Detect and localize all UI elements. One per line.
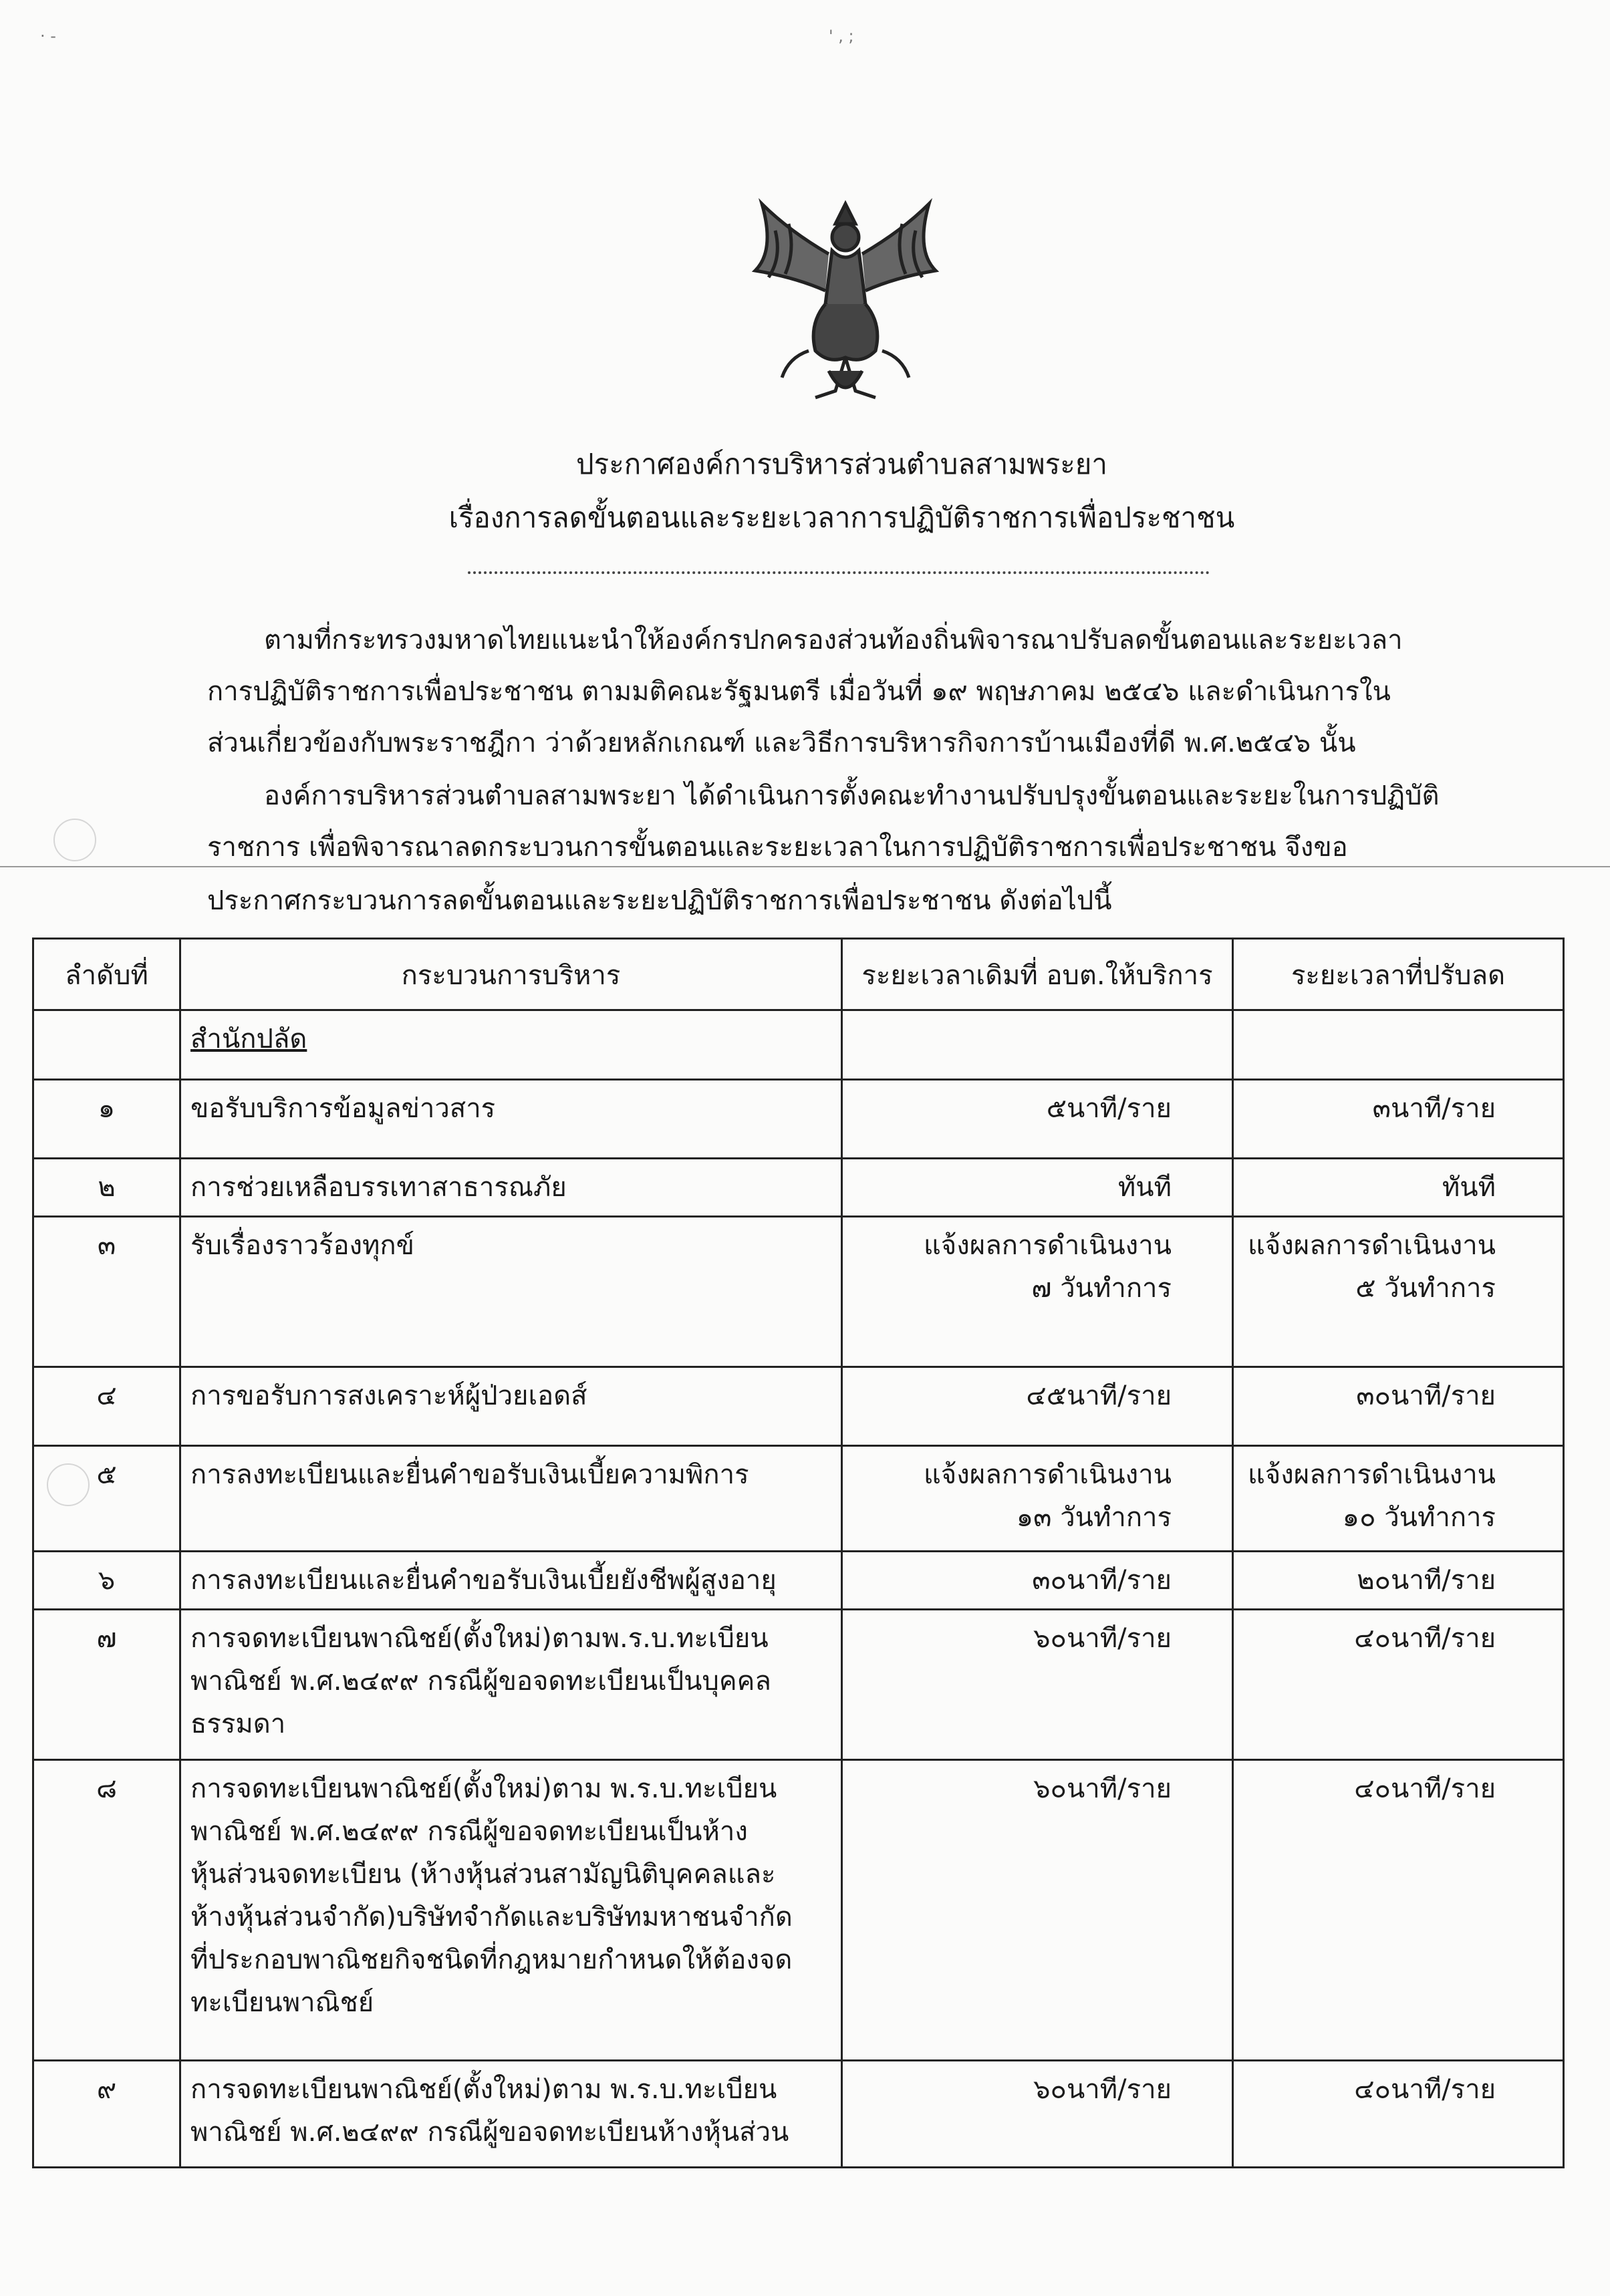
row-new-time: ๔๐นาที/ราย bbox=[1233, 1610, 1564, 1760]
table-row bbox=[33, 1610, 1564, 1760]
row-process: การขอรับการสงเคราะห์ผู้ป่วยเอดส์ bbox=[180, 1367, 842, 1446]
row-process: การช่วยเหลือบรรเทาสาธารณภัย bbox=[180, 1159, 842, 1217]
row-new-time: ๔๐นาที/ราย bbox=[1233, 1760, 1564, 2061]
row-old-time: แจ้งผลการดำเนินงาน ๗ วันทำการ bbox=[842, 1217, 1233, 1367]
row-old-time: ๔๕นาที/ราย bbox=[842, 1367, 1233, 1446]
row-new-time: แจ้งผลการดำเนินงาน ๕ วันทำการ bbox=[1233, 1217, 1564, 1367]
row-old-time: ๓๐นาที/ราย bbox=[842, 1552, 1233, 1610]
row-old-time: ๖๐นาที/ราย bbox=[842, 1760, 1233, 2061]
section-row bbox=[33, 1010, 1564, 1080]
row-number: ๗ bbox=[33, 1610, 180, 1760]
row-process: ขอรับบริการข้อมูลข่าวสาร bbox=[180, 1080, 842, 1159]
row-number: ๕ bbox=[33, 1446, 180, 1552]
paragraph-line: ราชการ เพื่อพิจารณาลดกระบวนการขั้นตอนและระยะเวลาในการปฏิบัติราชการเพื่อประชาชน จึงขอ bbox=[207, 832, 1348, 863]
row-old-time: แจ้งผลการดำเนินงาน ๑๓ วันทำการ bbox=[842, 1446, 1233, 1552]
scan-fold-line bbox=[0, 866, 1610, 867]
process-table bbox=[32, 938, 1565, 2168]
garuda-emblem bbox=[735, 190, 956, 411]
row-new-time: แจ้งผลการดำเนินงาน ๑๐ วันทำการ bbox=[1233, 1446, 1564, 1552]
row-process: รับเรื่องราวร้องทุกข์ bbox=[180, 1217, 842, 1367]
scan-spot bbox=[53, 819, 96, 861]
row-process: การจดทะเบียนพาณิชย์(ตั้งใหม่)ตามพ.ร.บ.ทะเบียน พาณิชย์ พ.ศ.๒๔๙๙ กรณีผู้ขอจดทะเบียนเป็นบุคคล ธรรมดา bbox=[180, 1610, 842, 1760]
row-number: ๑ bbox=[33, 1080, 180, 1159]
table-row bbox=[33, 2061, 1564, 2168]
row-process: การลงทะเบียนและยื่นคำขอรับเงินเบี้ยความพิการ bbox=[180, 1446, 842, 1552]
table-row bbox=[33, 1367, 1564, 1446]
table-row bbox=[33, 1760, 1564, 2061]
table-row bbox=[33, 1446, 1564, 1552]
section-title: สำนักปลัด bbox=[180, 1010, 842, 1080]
table-row bbox=[33, 1080, 1564, 1159]
row-process: การจดทะเบียนพาณิชย์(ตั้งใหม่)ตาม พ.ร.บ.ทะเบียน พาณิชย์ พ.ศ.๒๔๙๙ กรณีผู้ขอจดทะเบียนเป็นห้าง หุ้นส่วนจดทะเบียน (ห้างหุ้นส่วนสามัญนิติบุคคลและ ห้างหุ้นส่วนจำกัด)บริษัทจำกัดและบริษัทมหาชนจำกัด ที่ประกอบพาณิชยกิจชนิดที่กฎหมายกำหนดให้ต้องจด ทะเบียนพาณิชย์ bbox=[180, 1760, 842, 2061]
scan-speck: ' , ; bbox=[829, 27, 854, 45]
row-new-time: ๒๐นาที/ราย bbox=[1233, 1552, 1564, 1610]
col-header-new-time: ระยะเวลาที่ปรับลด bbox=[1233, 939, 1564, 1010]
row-new-time: ๓๐นาที/ราย bbox=[1233, 1367, 1564, 1446]
row-process: การลงทะเบียนและยื่นคำขอรับเงินเบี้ยยังชีพผู้สูงอายุ bbox=[180, 1552, 842, 1610]
paragraph-line: ส่วนเกี่ยวข้องกับพระราชฎีกา ว่าด้วยหลักเกณฑ์ และวิธีการบริหารกิจการบ้านเมืองที่ดี พ.ศ.๒๕๔๖ นั้น bbox=[207, 728, 1356, 758]
row-number: ๘ bbox=[33, 1760, 180, 2061]
row-number: ๔ bbox=[33, 1367, 180, 1446]
row-new-time: ๓นาที/ราย bbox=[1233, 1080, 1564, 1159]
row-old-time: ๖๐นาที/ราย bbox=[842, 2061, 1233, 2168]
row-process: การจดทะเบียนพาณิชย์(ตั้งใหม่)ตาม พ.ร.บ.ทะเบียน พาณิชย์ พ.ศ.๒๔๙๙ กรณีผู้ขอจดทะเบียนห้างหุ้นส่วน bbox=[180, 2061, 842, 2168]
paragraph-line: การปฏิบัติราชการเพื่อประชาชน ตามมติคณะรัฐมนตรี เมื่อวันที่ ๑๙ พฤษภาคม ๒๕๔๖ และดำเนินการใน bbox=[207, 676, 1391, 707]
table-row bbox=[33, 1552, 1564, 1610]
row-new-time: ๔๐นาที/ราย bbox=[1233, 2061, 1564, 2168]
row-old-time: ๕นาที/ราย bbox=[842, 1080, 1233, 1159]
col-header-no: ลำดับที่ bbox=[33, 939, 180, 1010]
col-header-process: กระบวนการบริหาร bbox=[180, 939, 842, 1010]
row-number: ๒ bbox=[33, 1159, 180, 1217]
row-number: ๙ bbox=[33, 2061, 180, 2168]
announcement-subject: เรื่องการลดขั้นตอนและระยะเวลาการปฏิบัติราชการเพื่อประชาชน bbox=[448, 501, 1235, 534]
row-old-time: ๖๐นาที/ราย bbox=[842, 1610, 1233, 1760]
row-number: ๓ bbox=[33, 1217, 180, 1367]
row-old-time: ทันที bbox=[842, 1159, 1233, 1217]
scan-speck: · - bbox=[40, 27, 56, 45]
announcement-title: ประกาศองค์การบริหารส่วนตำบลสามพระยา bbox=[576, 448, 1107, 480]
table-header-row bbox=[33, 939, 1564, 1010]
row-new-time: ทันที bbox=[1233, 1159, 1564, 1217]
dotted-divider bbox=[468, 571, 1210, 574]
paragraph-line: องค์การบริหารส่วนตำบลสามพระยา ได้ดำเนินการตั้งคณะทำงานปรับปรุงขั้นตอนและระยะในการปฏิบัติ bbox=[264, 780, 1440, 811]
table-row bbox=[33, 1159, 1564, 1217]
table-row bbox=[33, 1217, 1564, 1367]
row-number: ๖ bbox=[33, 1552, 180, 1610]
paragraph-line: ประกาศกระบวนการลดขั้นตอนและระยะปฏิบัติราชการเพื่อประชาชน ดังต่อไปนี้ bbox=[207, 885, 1112, 916]
col-header-old-time: ระยะเวลาเดิมที่ อบต.ให้บริการ bbox=[842, 939, 1233, 1010]
paragraph-line: ตามที่กระทรวงมหาดไทยแนะนำให้องค์กรปกครองส่วนท้องถิ่นพิจารณาปรับลดขั้นตอนและระยะเวลา bbox=[264, 625, 1403, 656]
